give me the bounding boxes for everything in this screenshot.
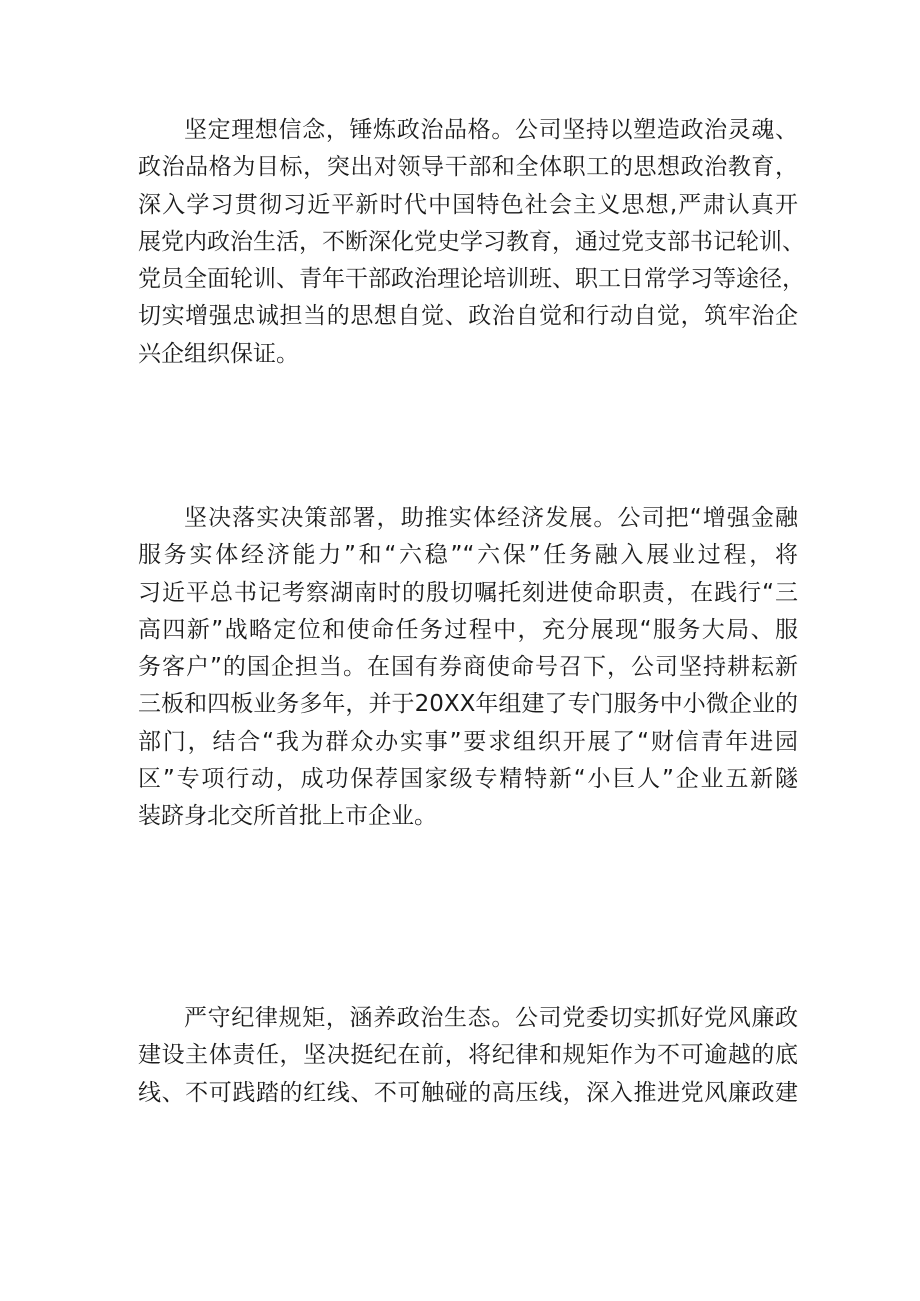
paragraph-line: 政治品格为目标，突出对领导干部和全体职工的思想政治教育， — [138, 154, 798, 181]
paragraph-line: 服务实体经济能力”和“六稳”“六保”任务融入展业过程，将 — [138, 542, 798, 569]
paragraph-line: 区”专项行动，成功保荐国家级专精特新“小巨人”企业五新隧 — [138, 766, 798, 793]
paragraph-line: 高四新”战略定位和使命任务过程中，充分展现“服务大局、服 — [138, 616, 798, 643]
paragraph-line: 深入学习贯彻习近平新时代中国特色社会主义思想,严肃认真开 — [138, 191, 798, 218]
paragraph-line: 三板和四板业务多年，并于20XX年组建了专门服务中小微企业的 — [138, 691, 798, 718]
paragraph-line: 展党内政治生活，不断深化党史学习教育，通过党支部书记轮训、 — [138, 228, 805, 255]
paragraph-line: 严守纪律规矩，涵养政治生态。公司党委切实抓好党风廉政 — [184, 1005, 798, 1031]
paragraph-line: 建设主体责任，坚决挺纪在前，将纪律和规矩作为不可逾越的底 — [138, 1042, 798, 1069]
paragraph-real-economy — [138, 500, 798, 836]
paragraph-line: 习近平总书记考察湖南时的殷切嘱托刻进使命职责，在践行“三 — [138, 579, 798, 606]
paragraph-line: 务客户”的国企担当。在国有券商使命号召下，公司坚持耕耘新 — [138, 654, 798, 681]
paragraph-line: 切实增强忠诚担当的思想自觉、政治自觉和行动自觉，筑牢治企 — [138, 303, 798, 330]
paragraph-line: 坚定理想信念，锤炼政治品格。公司坚持以塑造政治灵魂、 — [184, 117, 798, 143]
paragraph-line: 装跻身北交所首批上市企业。 — [138, 803, 437, 830]
paragraph-line: 党员全面轮训、青年干部政治理论培训班、职工日常学习等途径， — [138, 266, 805, 293]
paragraph-line: 部门，结合“我为群众办实事”要求组织开展了“财信青年进园 — [138, 728, 798, 755]
paragraph-line: 线、不可践踏的红线、不可触碰的高压线，深入推进党风廉政建 — [138, 1079, 798, 1106]
paragraph-discipline-rules — [138, 1000, 798, 1112]
paragraph-ideals-political-character — [138, 112, 805, 373]
paragraph-line: 坚决落实决策部署，助推实体经济发展。公司把“增强金融 — [184, 505, 798, 531]
paragraph-line: 兴企组织保证。 — [138, 340, 299, 367]
